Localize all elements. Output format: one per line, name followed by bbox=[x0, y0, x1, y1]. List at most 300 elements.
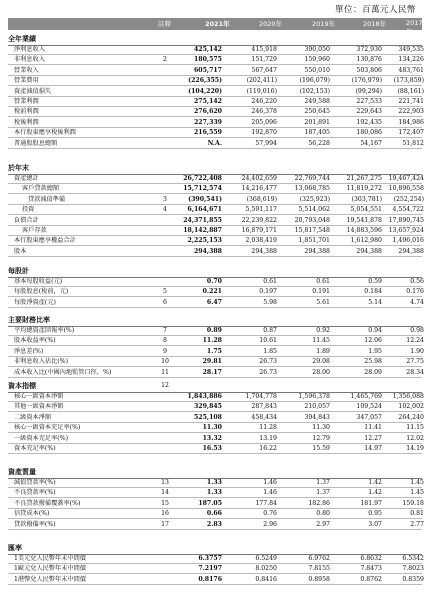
cell-value: 8.0250 bbox=[255, 565, 277, 573]
cell-value: 294,388 bbox=[304, 247, 330, 255]
section-title: 全年業績 bbox=[8, 34, 422, 46]
table-row bbox=[8, 216, 422, 226]
cell-value: 1,596,378 bbox=[298, 393, 330, 400]
cell-value: 6.5249 bbox=[255, 555, 277, 562]
cell-value: 10.61 bbox=[259, 337, 277, 345]
table-row bbox=[8, 368, 422, 378]
cell-value: 12.27 bbox=[364, 434, 382, 442]
cell-value: 12.06 bbox=[364, 337, 382, 345]
cell-value: (368,619) bbox=[246, 195, 277, 203]
cell-value: 7.8473 bbox=[360, 565, 382, 573]
cell-value: 205,096 bbox=[251, 118, 277, 126]
row-label: 營業費用 bbox=[14, 77, 39, 85]
table-row bbox=[8, 509, 422, 519]
table-row bbox=[8, 402, 422, 412]
row-label: 稅前利潤 bbox=[14, 108, 39, 116]
cell-value: 0.191 bbox=[312, 288, 330, 296]
table-row bbox=[8, 97, 422, 107]
cell-value: 7.2197 bbox=[198, 565, 222, 573]
cell-value: 11.28 bbox=[202, 337, 222, 345]
cell-value: 1.89 bbox=[316, 347, 330, 355]
cell-value: 1.45 bbox=[410, 489, 424, 497]
cell-value: 130,876 bbox=[356, 56, 382, 64]
cell-value: 51,812 bbox=[402, 139, 424, 147]
cell-value: 1,356,088 bbox=[392, 393, 424, 400]
cell-value: 28.00 bbox=[312, 368, 330, 376]
table-row bbox=[8, 298, 422, 308]
table-row bbox=[8, 236, 422, 246]
cell-value: 11.30 bbox=[202, 424, 222, 432]
table-row bbox=[8, 444, 422, 454]
cell-value: 187,405 bbox=[304, 129, 330, 137]
cell-value: 181.97 bbox=[360, 499, 382, 507]
cell-value: 229,643 bbox=[356, 108, 382, 116]
table-row bbox=[8, 128, 422, 138]
cell-value: 294,388 bbox=[251, 247, 277, 255]
cell-value: 28.34 bbox=[406, 368, 424, 376]
row-label: 非利息收入佔比(%) bbox=[14, 358, 69, 366]
cell-value: 10,896,558 bbox=[388, 185, 424, 193]
cell-value: (226,355) bbox=[188, 77, 222, 85]
cell-value: 1.46 bbox=[263, 489, 277, 497]
cell-value: 0.89 bbox=[206, 327, 222, 334]
row-label: 成本收入比(中國內地監管口徑，%) bbox=[14, 368, 112, 376]
cell-value: 16,879,171 bbox=[241, 227, 277, 234]
cell-value: 1.42 bbox=[368, 489, 382, 497]
cell-value: 159,960 bbox=[304, 56, 330, 64]
cell-value: 605,717 bbox=[194, 66, 222, 74]
cell-value: 57,994 bbox=[255, 139, 277, 147]
cell-value: 15,817,548 bbox=[294, 227, 330, 234]
cell-value: 14.97 bbox=[364, 445, 382, 452]
cell-value: 201,891 bbox=[304, 118, 330, 126]
cell-value: 6.5342 bbox=[402, 555, 424, 562]
row-note: 16 bbox=[161, 510, 169, 518]
cell-value: 134,226 bbox=[398, 56, 424, 64]
cell-value: 0.80 bbox=[316, 510, 330, 518]
cell-value: 1,465,769 bbox=[350, 393, 382, 400]
table-row bbox=[8, 434, 422, 444]
table-header bbox=[8, 18, 423, 36]
table-row bbox=[8, 357, 422, 367]
cell-value: 187.05 bbox=[198, 499, 222, 507]
cell-value: 394,843 bbox=[304, 413, 330, 421]
table-row bbox=[8, 118, 422, 128]
cell-value: 12.02 bbox=[406, 434, 424, 442]
cell-value: 5,054,551 bbox=[350, 206, 382, 214]
cell-value: 12.24 bbox=[406, 337, 424, 345]
cell-value: 0.56 bbox=[410, 278, 424, 285]
table-row bbox=[8, 66, 422, 76]
cell-value: 0.61 bbox=[263, 278, 277, 285]
cell-value: 27.75 bbox=[406, 358, 424, 366]
cell-value: 7.8155 bbox=[308, 565, 330, 573]
cell-value: 4,554,722 bbox=[392, 206, 424, 214]
cell-value: 0.92 bbox=[316, 327, 330, 334]
cell-value: 0.221 bbox=[202, 288, 222, 296]
table-row bbox=[8, 45, 422, 55]
cell-value: 5,591,117 bbox=[245, 206, 277, 214]
row-label: 1港幣兌人民幣年末中間價 bbox=[14, 575, 86, 583]
cell-value: 1.90 bbox=[410, 347, 424, 355]
cell-value: 0.197 bbox=[259, 288, 277, 296]
cell-value: 458,434 bbox=[251, 413, 277, 421]
row-label: 平均總資產回報率(%) bbox=[14, 327, 75, 334]
cell-value: 329,845 bbox=[194, 403, 222, 411]
cell-value: (196,079) bbox=[299, 77, 330, 85]
header-year-2021: 2021年 bbox=[205, 20, 230, 28]
table-row bbox=[8, 184, 422, 194]
cell-value: 2.97 bbox=[316, 520, 330, 528]
unit-caption: 單位：百萬元人民幣 bbox=[334, 5, 416, 15]
cell-value: 29.08 bbox=[312, 358, 330, 366]
table-row bbox=[8, 195, 422, 205]
cell-value: 56,228 bbox=[308, 139, 330, 147]
row-label: 資產總計 bbox=[14, 175, 39, 182]
row-label: 淨息差(%) bbox=[14, 347, 44, 355]
cell-value: 24,402,659 bbox=[241, 175, 277, 182]
row-label: 本行股東應享稅後利潤 bbox=[14, 129, 76, 137]
row-note: 2 bbox=[163, 56, 167, 64]
cell-value: 21,267,275 bbox=[346, 175, 382, 182]
cell-value: 15,712,574 bbox=[183, 185, 222, 193]
row-label: 不良貸款撥備覆蓋率(%) bbox=[14, 499, 81, 507]
cell-value: 0.81 bbox=[410, 510, 424, 518]
cell-value: 1.95 bbox=[368, 347, 382, 355]
row-label: 股本 bbox=[14, 247, 27, 255]
row-label: 非利息收入 bbox=[14, 56, 45, 64]
cell-value: 227,339 bbox=[194, 118, 222, 126]
cell-value: (176,979) bbox=[351, 77, 382, 85]
row-label: 信貸成本(%) bbox=[14, 510, 50, 518]
cell-value: 16.53 bbox=[202, 445, 222, 452]
cell-value: 15.59 bbox=[312, 445, 330, 452]
row-label: 一級資本充足率(%) bbox=[14, 434, 69, 442]
cell-value: 5.14 bbox=[368, 298, 382, 306]
cell-value: 102,002 bbox=[398, 403, 424, 411]
table-row bbox=[8, 575, 422, 585]
cell-value: 3.07 bbox=[368, 520, 382, 528]
section-note: 12 bbox=[161, 382, 169, 389]
header-note: 註釋 bbox=[158, 20, 171, 28]
cell-value: 151,729 bbox=[251, 56, 277, 64]
row-note: 7 bbox=[163, 327, 167, 334]
cell-value: 1.45 bbox=[410, 479, 424, 486]
cell-value: 28.17 bbox=[202, 368, 222, 376]
cell-value: 6.8632 bbox=[360, 555, 382, 562]
cell-value: 20,793,048 bbox=[294, 216, 330, 224]
row-label: 淨利息收入 bbox=[14, 46, 45, 53]
cell-value: 184,986 bbox=[398, 118, 424, 126]
row-label: 每股股息(稅前，元) bbox=[14, 288, 69, 296]
cell-value: 0.61 bbox=[316, 278, 330, 285]
table-row bbox=[8, 554, 422, 564]
row-note: 10 bbox=[161, 358, 169, 366]
row-note: 15 bbox=[161, 499, 169, 507]
cell-value: 11.15 bbox=[406, 424, 424, 432]
cell-value: 26.73 bbox=[259, 368, 277, 376]
cell-value: 13,068,785 bbox=[294, 185, 330, 193]
cell-value: (99,294) bbox=[355, 87, 382, 95]
table-row bbox=[8, 326, 422, 336]
cell-value: 287,843 bbox=[251, 403, 277, 411]
cell-value: 11.41 bbox=[364, 424, 382, 432]
table-row bbox=[8, 107, 422, 117]
cell-value: 347,057 bbox=[356, 413, 382, 421]
cell-value: 415,918 bbox=[251, 46, 277, 53]
cell-value: 216,559 bbox=[194, 129, 222, 137]
table-row bbox=[8, 564, 422, 574]
cell-value: 11,819,272 bbox=[346, 185, 382, 193]
row-label: 普通股股息總額 bbox=[14, 139, 58, 147]
cell-value: 11.45 bbox=[312, 337, 330, 345]
cell-value: (102,153) bbox=[299, 87, 330, 95]
cell-value: 177.84 bbox=[255, 499, 277, 507]
row-label: 本行股東應享權益合計 bbox=[14, 237, 76, 245]
cell-value: 0.59 bbox=[368, 278, 382, 285]
cell-value: 210,057 bbox=[304, 403, 330, 411]
cell-value: 0.8762 bbox=[360, 575, 382, 583]
cell-value: 2.96 bbox=[263, 520, 277, 528]
row-note: 11 bbox=[161, 368, 169, 376]
table-row bbox=[8, 423, 422, 433]
cell-value: (202,411) bbox=[246, 77, 277, 85]
cell-value: 0.94 bbox=[368, 327, 382, 334]
cell-value: 6.3757 bbox=[198, 555, 222, 562]
cell-value: 294,388 bbox=[356, 247, 382, 255]
row-note: 9 bbox=[163, 347, 167, 355]
cell-value: 525,108 bbox=[194, 413, 222, 421]
cell-value: 294,388 bbox=[194, 247, 222, 255]
cell-value: 483,761 bbox=[398, 66, 424, 74]
cell-value: 264,240 bbox=[398, 413, 424, 421]
row-note: 6 bbox=[163, 298, 167, 306]
table-row bbox=[8, 139, 422, 149]
header-year-2019: 2019年 bbox=[312, 20, 336, 28]
cell-value: 22,769,744 bbox=[294, 175, 330, 182]
row-label: 營業利潤 bbox=[14, 98, 39, 105]
table-row bbox=[8, 287, 422, 297]
cell-value: 1,843,886 bbox=[187, 393, 222, 400]
cell-value: 1,612,980 bbox=[350, 237, 382, 245]
cell-value: 1,851,701 bbox=[298, 237, 330, 245]
cell-value: 275,142 bbox=[194, 98, 222, 105]
table-row bbox=[8, 488, 422, 498]
table-row bbox=[8, 76, 422, 86]
cell-value: 0.70 bbox=[206, 278, 222, 285]
cell-value: 12.79 bbox=[312, 434, 330, 442]
cell-value: 18,142,887 bbox=[183, 227, 222, 234]
row-note: 5 bbox=[163, 288, 167, 296]
cell-value: (173,859) bbox=[393, 77, 424, 85]
table-row bbox=[8, 205, 422, 215]
cell-value: (88,161) bbox=[397, 87, 424, 95]
row-label: 二級資本淨額 bbox=[14, 413, 52, 421]
cell-value: 54,167 bbox=[360, 139, 382, 147]
cell-value: 6.9762 bbox=[308, 555, 330, 562]
table-row bbox=[8, 87, 422, 97]
cell-value: 1.75 bbox=[206, 347, 222, 355]
cell-value: 0.66 bbox=[206, 510, 222, 518]
row-label: 貸款撥備率(%) bbox=[14, 520, 56, 528]
cell-value: 180,575 bbox=[194, 56, 222, 64]
cell-value: 246,220 bbox=[251, 98, 277, 105]
cell-value: 109,524 bbox=[356, 403, 382, 411]
cell-value: 13.32 bbox=[202, 434, 222, 442]
row-label: 營業收入 bbox=[14, 66, 39, 74]
cell-value: 2,225,153 bbox=[187, 237, 222, 245]
cell-value: 2.83 bbox=[206, 520, 222, 528]
cell-value: 5,514,062 bbox=[298, 206, 330, 214]
table-row bbox=[8, 247, 422, 257]
cell-value: 22,239,822 bbox=[241, 216, 277, 224]
row-label: 稅後利潤 bbox=[14, 118, 39, 126]
cell-value: 16.22 bbox=[259, 445, 277, 452]
cell-value: 7.8023 bbox=[402, 565, 424, 573]
cell-value: 0.8359 bbox=[402, 575, 424, 583]
cell-value: 250,645 bbox=[304, 108, 330, 116]
row-note: 3 bbox=[163, 195, 167, 203]
table-row bbox=[8, 55, 422, 65]
cell-value: 246,378 bbox=[251, 108, 277, 116]
cell-value: 2,038,419 bbox=[245, 237, 277, 245]
table-row bbox=[8, 478, 422, 488]
row-note: 13 bbox=[161, 479, 169, 486]
row-label: 投資 bbox=[22, 206, 35, 214]
cell-value: 5.61 bbox=[316, 298, 330, 306]
row-label: 1歐元兌人民幣年末中間價 bbox=[14, 565, 86, 573]
cell-value: 6,164,671 bbox=[187, 206, 222, 214]
cell-value: 29.81 bbox=[202, 358, 222, 366]
row-label: 負債合計 bbox=[14, 216, 39, 224]
cell-value: 0.8176 bbox=[198, 575, 222, 583]
section-title: 資本指標 bbox=[8, 381, 422, 393]
cell-value: 6.47 bbox=[206, 298, 222, 306]
row-label: 核心一級資本充足率(%) bbox=[14, 424, 81, 432]
cell-value: 25.98 bbox=[364, 358, 382, 366]
cell-value: 192,870 bbox=[251, 129, 277, 137]
row-label: 1美元兌人民幣年末中間價 bbox=[14, 555, 86, 562]
section-title: 於年末 bbox=[8, 163, 422, 175]
row-label: 其他一級資本淨額 bbox=[14, 403, 64, 411]
row-note: 17 bbox=[161, 520, 169, 528]
row-label: 客戶貸款總額 bbox=[22, 185, 60, 193]
table-row bbox=[8, 336, 422, 346]
cell-value: 1.42 bbox=[368, 479, 382, 486]
cell-value: 550,010 bbox=[304, 66, 330, 74]
cell-value: 14,216,477 bbox=[241, 185, 277, 193]
row-label: 核心一級資本淨額 bbox=[14, 393, 64, 400]
cell-value: 222,903 bbox=[398, 108, 424, 116]
table-row bbox=[8, 226, 422, 236]
cell-value: 28.09 bbox=[364, 368, 382, 376]
cell-value: 349,535 bbox=[398, 46, 424, 53]
cell-value: 192,435 bbox=[356, 118, 382, 126]
row-note: 8 bbox=[163, 337, 167, 345]
cell-value: 26.73 bbox=[259, 358, 277, 366]
row-label: 貸款減值準備 bbox=[28, 195, 66, 203]
row-label: 客戶存款 bbox=[22, 227, 47, 234]
cell-value: N.A. bbox=[207, 139, 222, 147]
cell-value: 4.74 bbox=[410, 298, 424, 306]
cell-value: 1,496,016 bbox=[392, 237, 424, 245]
row-label: 股本收益率(%) bbox=[14, 337, 56, 345]
row-note: 14 bbox=[161, 489, 169, 497]
cell-value: 2.77 bbox=[410, 520, 424, 528]
cell-value: 0.87 bbox=[263, 327, 277, 334]
cell-value: 17,890,745 bbox=[388, 216, 424, 224]
cell-value: 567,647 bbox=[251, 66, 277, 74]
cell-value: 0.184 bbox=[364, 288, 382, 296]
cell-value: 1.37 bbox=[316, 489, 330, 497]
cell-value: 276,620 bbox=[194, 108, 222, 116]
cell-value: 180,086 bbox=[356, 129, 382, 137]
cell-value: 1.37 bbox=[316, 479, 330, 486]
cell-value: 0.95 bbox=[368, 510, 382, 518]
row-label: 減值貸款率(%) bbox=[14, 479, 56, 486]
cell-value: 26,722,408 bbox=[183, 175, 222, 182]
header-year-2017: 2017年 bbox=[406, 19, 423, 36]
cell-value: (390,541) bbox=[188, 195, 222, 203]
cell-value: (104,220) bbox=[188, 87, 222, 95]
row-label: 每股淨資產(元) bbox=[14, 298, 56, 306]
section-title: 每股計 bbox=[8, 266, 422, 278]
cell-value: 221,741 bbox=[398, 98, 424, 105]
cell-value: 0.8416 bbox=[255, 575, 277, 583]
cell-value: 390,050 bbox=[304, 46, 330, 53]
section-title: 主要財務比率 bbox=[8, 315, 422, 327]
table-row bbox=[8, 174, 422, 184]
cell-value: 0.98 bbox=[410, 327, 424, 334]
row-label: 資產減值損失 bbox=[14, 87, 52, 95]
header-year-2020: 2020年 bbox=[259, 20, 283, 28]
cell-value: 1,704,778 bbox=[245, 393, 277, 400]
cell-value: 1.85 bbox=[263, 347, 277, 355]
section-title: 匯率 bbox=[8, 543, 422, 555]
table-row bbox=[8, 347, 422, 357]
cell-value: 372,930 bbox=[356, 46, 382, 53]
cell-value: 14.19 bbox=[406, 445, 424, 452]
cell-value: (325,923) bbox=[299, 195, 330, 203]
cell-value: 182.86 bbox=[308, 499, 330, 507]
cell-value: 5.98 bbox=[263, 298, 277, 306]
cell-value: (252,254) bbox=[393, 195, 424, 203]
table-row bbox=[8, 392, 422, 402]
cell-value: 0.176 bbox=[406, 288, 424, 296]
cell-value: 159.18 bbox=[402, 499, 424, 507]
cell-value: 19,467,424 bbox=[388, 175, 424, 182]
row-label: 基本每股收益(元) bbox=[14, 278, 63, 285]
row-label: 不良貸款率(%) bbox=[14, 489, 56, 497]
table-row bbox=[8, 520, 422, 530]
table-row bbox=[8, 277, 422, 287]
cell-value: 13,657,924 bbox=[388, 227, 424, 234]
cell-value: 503,806 bbox=[356, 66, 382, 74]
table-row bbox=[8, 413, 422, 423]
cell-value: 172,407 bbox=[398, 129, 424, 137]
cell-value: 0.8958 bbox=[308, 575, 330, 583]
cell-value: 0.76 bbox=[263, 510, 277, 518]
cell-value: 294,388 bbox=[398, 247, 424, 255]
cell-value: 24,371,855 bbox=[183, 216, 222, 224]
cell-value: 14,883,596 bbox=[346, 227, 382, 234]
cell-value: 249,588 bbox=[304, 98, 330, 105]
cell-value: 1.33 bbox=[206, 489, 222, 497]
cell-value: (119,016) bbox=[246, 87, 277, 95]
cell-value: 425,142 bbox=[194, 46, 222, 53]
table-row bbox=[8, 499, 422, 509]
cell-value: 11.30 bbox=[312, 424, 330, 432]
